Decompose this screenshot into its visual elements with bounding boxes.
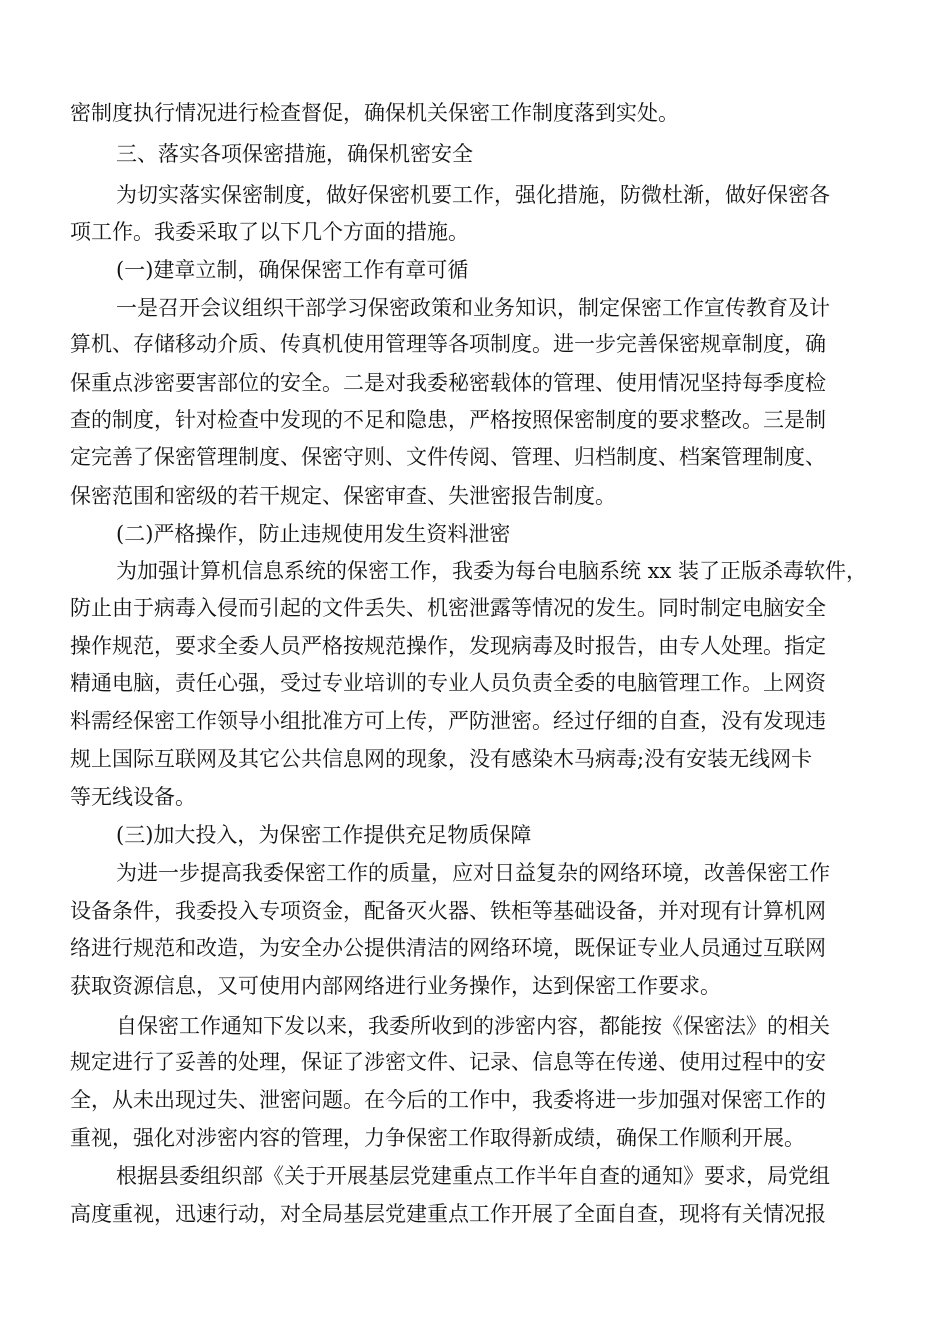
text-line: 密制度执行情况进行检查督促，确保机关保密工作制度落到实处。: [70, 101, 679, 125]
text-line: 料需经保密工作领导小组批准方可上传，严防泄密。经过仔细的自查，没有发现违: [70, 709, 826, 733]
text-line: 规定进行了妥善的处理，保证了涉密文件、记录、信息等在传递、使用过程中的安: [70, 1050, 826, 1074]
text-line: 根据县委组织部《关于开展基层党建重点工作半年自查的通知》要求，局党组: [116, 1164, 830, 1188]
text-line: 保重点涉密要害部位的安全。二是对我委秘密载体的管理、使用情况坚持每季度检: [70, 371, 826, 395]
text-line: 定完善了保密管理制度、保密守则、文件传阅、管理、归档制度、档案管理制度、: [70, 445, 826, 469]
subsection-heading: (一)建章立制，确保保密工作有章可循: [116, 258, 469, 282]
text-line: 保密范围和密级的若干规定、保密审查、失泄密报告制度。: [70, 484, 616, 508]
text-line: 为进一步提高我委保密工作的质量，应对日益复杂的网络环境，改善保密工作: [116, 861, 830, 885]
text-line: 查的制度，针对检查中发现的不足和隐患，严格按照保密制度的要求整改。三是制: [70, 408, 826, 432]
text-line: 高度重视，迅速行动，对全局基层党建重点工作开展了全面自查，现将有关情况报: [70, 1202, 826, 1226]
text-line: 防止由于病毒入侵而引起的文件丢失、机密泄露等情况的发生。同时制定电脑安全: [70, 596, 826, 620]
text-line: 设备条件，我委投入专项资金，配备灭火器、铁柜等基础设备，并对现有计算机网: [70, 899, 826, 923]
text-line: 规上国际互联网及其它公共信息网的现象，没有感染木马病毒;没有安装无线网卡: [70, 747, 813, 771]
text-line: 全，从未出现过失、泄密问题。在今后的工作中，我委将进一步加强对保密工作的: [70, 1088, 826, 1112]
text-line: 算机、存储移动介质、传真机使用管理等各项制度。进一步完善保密规章制度，确: [70, 332, 826, 356]
text-line: 络进行规范和改造，为安全办公提供清洁的网络环境，既保证专业人员通过互联网: [70, 936, 826, 960]
text-line: 精通电脑，责任心强，受过专业培训的专业人员负责全委的电脑管理工作。上网资: [70, 671, 826, 695]
text-line: 操作规范，要求全委人员严格按规范操作，发现病毒及时报告，由专人处理。指定: [70, 634, 826, 658]
subsection-heading: (二)严格操作，防止违规使用发生资料泄密: [116, 522, 511, 546]
text-line: 为加强计算机信息系统的保密工作，我委为每台电脑系统 xx 装了正版杀毒软件，: [116, 559, 868, 583]
text-line: 获取资源信息，又可使用内部网络进行业务操作，达到保密工作要求。: [70, 974, 721, 998]
text-line: 重视，强化对涉密内容的管理，力争保密工作取得新成绩，确保工作顺利开展。: [70, 1126, 805, 1150]
subsection-heading: (三)加大投入，为保密工作提供充足物质保障: [116, 823, 532, 847]
text-line: 等无线设备。: [70, 785, 196, 809]
text-line: 自保密工作通知下发以来，我委所收到的涉密内容，都能按《保密法》的相关: [116, 1014, 830, 1038]
text-line: 一是召开会议组织干部学习保密政策和业务知识，制定保密工作宣传教育及计: [116, 296, 830, 320]
text-line: 项工作。我委采取了以下几个方面的措施。: [70, 220, 469, 244]
section-heading: 三、落实各项保密措施，确保机密安全: [116, 142, 473, 166]
text-line: 为切实落实保密制度，做好保密机要工作，强化措施，防微杜渐，做好保密各: [116, 183, 830, 207]
